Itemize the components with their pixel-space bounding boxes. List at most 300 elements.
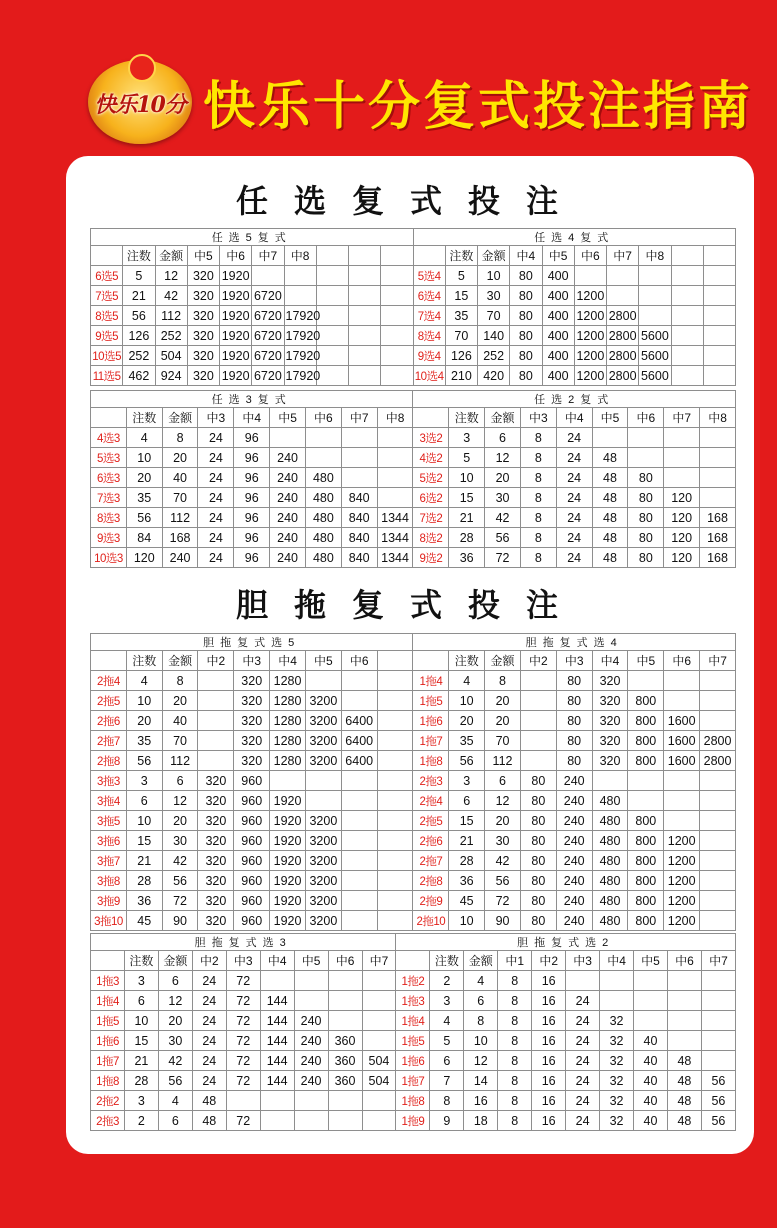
table-cell: 35 bbox=[449, 731, 485, 751]
table-row bbox=[91, 851, 736, 871]
table-cell bbox=[703, 306, 735, 326]
table-cell: 960 bbox=[234, 791, 270, 811]
column-header: 中4 bbox=[260, 951, 294, 971]
column-header: 中5 bbox=[634, 951, 668, 971]
table-cell: 24 bbox=[556, 508, 592, 528]
table-row bbox=[91, 1091, 736, 1111]
table-cell: 56 bbox=[126, 751, 162, 771]
table-cell: 48 bbox=[592, 468, 628, 488]
table-cell: 5 bbox=[430, 1031, 464, 1051]
table-cell: 800 bbox=[628, 911, 664, 931]
column-header: 中7 bbox=[700, 651, 736, 671]
column-header: 中7 bbox=[341, 408, 377, 428]
column-header: 中2 bbox=[532, 951, 566, 971]
table-cell: 80 bbox=[510, 366, 542, 386]
table-subtitle: 胆拖复式选2 bbox=[396, 934, 736, 951]
column-header bbox=[377, 651, 413, 671]
row-label: 2拖4 bbox=[413, 791, 449, 811]
table-cell: 48 bbox=[592, 508, 628, 528]
table-cell bbox=[381, 366, 413, 386]
table-cell: 15 bbox=[126, 831, 162, 851]
row-label: 5选3 bbox=[91, 448, 127, 468]
table-cell bbox=[381, 266, 413, 286]
table-cell bbox=[574, 266, 606, 286]
table-cell bbox=[700, 811, 736, 831]
table-cell: 42 bbox=[155, 286, 187, 306]
table-cell bbox=[198, 671, 234, 691]
table-cell bbox=[341, 468, 377, 488]
table-cell: 48 bbox=[667, 1051, 701, 1071]
row-label: 8选5 bbox=[91, 306, 123, 326]
column-header: 中7 bbox=[701, 951, 735, 971]
table-cell: 960 bbox=[234, 871, 270, 891]
table-cell: 28 bbox=[124, 1071, 158, 1091]
table-cell bbox=[628, 771, 664, 791]
table-cell: 16 bbox=[532, 1091, 566, 1111]
table-cell: 84 bbox=[126, 528, 162, 548]
table-cell: 144 bbox=[260, 1071, 294, 1091]
table-cell: 80 bbox=[556, 671, 592, 691]
table-cell: 45 bbox=[126, 911, 162, 931]
table-cell: 14 bbox=[464, 1071, 498, 1091]
column-header bbox=[91, 651, 127, 671]
table-cell bbox=[305, 771, 341, 791]
table-cell: 5 bbox=[123, 266, 155, 286]
table-cell bbox=[362, 991, 396, 1011]
table-cell: 21 bbox=[126, 851, 162, 871]
table-cell: 10 bbox=[464, 1031, 498, 1051]
table-cell bbox=[305, 448, 341, 468]
table-subtitle: 任选2复式 bbox=[413, 391, 736, 408]
table-cell: 48 bbox=[592, 528, 628, 548]
column-header: 中5 bbox=[305, 651, 341, 671]
table-cell bbox=[377, 711, 413, 731]
logo-text: 快乐10分 bbox=[94, 92, 186, 118]
table-cell bbox=[381, 286, 413, 306]
table-cell: 8 bbox=[520, 448, 556, 468]
table-cell: 28 bbox=[126, 871, 162, 891]
table-cell: 28 bbox=[449, 528, 485, 548]
table-cell: 96 bbox=[234, 488, 270, 508]
table-cell: 240 bbox=[270, 508, 306, 528]
column-header: 注数 bbox=[126, 408, 162, 428]
table-cell bbox=[198, 751, 234, 771]
table-cell bbox=[520, 731, 556, 751]
table-cell bbox=[270, 428, 306, 448]
column-header: 中8 bbox=[700, 408, 736, 428]
table-cell: 70 bbox=[445, 326, 477, 346]
column-header: 金额 bbox=[162, 651, 198, 671]
table-subtitle-row bbox=[91, 391, 736, 408]
row-label: 9选2 bbox=[413, 548, 449, 568]
table-cell bbox=[226, 1091, 260, 1111]
column-header bbox=[91, 951, 125, 971]
table-cell: 36 bbox=[449, 548, 485, 568]
table-cell: 8 bbox=[520, 428, 556, 448]
table-cell: 15 bbox=[449, 488, 485, 508]
table-cell: 120 bbox=[664, 548, 700, 568]
table-cell: 840 bbox=[341, 488, 377, 508]
table-cell bbox=[349, 266, 381, 286]
table-cell bbox=[328, 971, 362, 991]
table-cell: 16 bbox=[532, 1011, 566, 1031]
table-cell: 80 bbox=[520, 811, 556, 831]
table-cell bbox=[664, 691, 700, 711]
table-cell: 1344 bbox=[377, 508, 413, 528]
table-cell bbox=[377, 731, 413, 751]
table-cell bbox=[381, 346, 413, 366]
table-cell: 480 bbox=[305, 468, 341, 488]
table-cell: 32 bbox=[600, 1011, 634, 1031]
table-cell: 8 bbox=[162, 428, 198, 448]
table-cell bbox=[349, 306, 381, 326]
table-cell: 240 bbox=[556, 811, 592, 831]
table-cell: 2800 bbox=[607, 326, 639, 346]
column-header: 中7 bbox=[664, 408, 700, 428]
table-cell bbox=[700, 791, 736, 811]
table-row bbox=[91, 711, 736, 731]
table-cell: 8 bbox=[498, 991, 532, 1011]
table-cell: 21 bbox=[124, 1051, 158, 1071]
column-header bbox=[396, 951, 430, 971]
table-cell bbox=[349, 286, 381, 306]
table-cell bbox=[664, 671, 700, 691]
table-cell: 1920 bbox=[270, 811, 306, 831]
table-row bbox=[91, 971, 736, 991]
table-cell: 24 bbox=[566, 1111, 600, 1131]
table-cell: 112 bbox=[485, 751, 521, 771]
table-cell: 144 bbox=[260, 991, 294, 1011]
column-header: 中2 bbox=[192, 951, 226, 971]
table-cell: 56 bbox=[701, 1071, 735, 1091]
column-header: 中2 bbox=[520, 651, 556, 671]
row-label: 2拖10 bbox=[413, 911, 449, 931]
table-cell: 72 bbox=[226, 1071, 260, 1091]
table-cell bbox=[377, 428, 413, 448]
table-cell: 320 bbox=[187, 266, 219, 286]
row-label: 2拖5 bbox=[413, 811, 449, 831]
table-row bbox=[91, 428, 736, 448]
table-subtitle: 任选4复式 bbox=[413, 229, 736, 246]
table-cell: 21 bbox=[449, 508, 485, 528]
table-cell: 40 bbox=[162, 468, 198, 488]
table-cell bbox=[260, 1091, 294, 1111]
table-row bbox=[91, 791, 736, 811]
table-cell: 20 bbox=[485, 468, 521, 488]
table-cell bbox=[700, 671, 736, 691]
table-cell: 80 bbox=[556, 691, 592, 711]
row-label: 1拖6 bbox=[396, 1051, 430, 1071]
table-cell: 10 bbox=[449, 468, 485, 488]
row-label: 8选4 bbox=[413, 326, 445, 346]
table-cell: 20 bbox=[126, 711, 162, 731]
table-cell bbox=[700, 831, 736, 851]
table-cell: 6 bbox=[126, 791, 162, 811]
table-cell: 90 bbox=[485, 911, 521, 931]
table-cell bbox=[634, 991, 668, 1011]
table-cell bbox=[700, 911, 736, 931]
table-cell: 40 bbox=[634, 1031, 668, 1051]
column-header: 中3 bbox=[566, 951, 600, 971]
table-cell: 56 bbox=[123, 306, 155, 326]
table-cell: 56 bbox=[701, 1111, 735, 1131]
table-cell: 1200 bbox=[574, 346, 606, 366]
table-cell: 36 bbox=[449, 871, 485, 891]
table-cell: 24 bbox=[192, 991, 226, 1011]
table-cell: 240 bbox=[270, 448, 306, 468]
table-cell: 24 bbox=[192, 971, 226, 991]
table-cell: 1200 bbox=[574, 306, 606, 326]
table-row bbox=[91, 266, 736, 286]
table-cell: 20 bbox=[485, 811, 521, 831]
table-cell: 12 bbox=[464, 1051, 498, 1071]
table-cell: 320 bbox=[187, 346, 219, 366]
table-cell: 320 bbox=[234, 711, 270, 731]
table-cell: 96 bbox=[234, 468, 270, 488]
table-cell: 240 bbox=[270, 528, 306, 548]
table-cell bbox=[341, 811, 377, 831]
column-header bbox=[413, 246, 445, 266]
table-cell: 35 bbox=[126, 731, 162, 751]
table-cell bbox=[520, 691, 556, 711]
table-cell: 168 bbox=[700, 528, 736, 548]
table-cell bbox=[305, 791, 341, 811]
table-cell bbox=[362, 1091, 396, 1111]
table-cell: 1344 bbox=[377, 528, 413, 548]
table-cell: 240 bbox=[556, 871, 592, 891]
table-cell: 24 bbox=[556, 468, 592, 488]
table-cell: 240 bbox=[162, 548, 198, 568]
row-label: 3拖9 bbox=[91, 891, 127, 911]
column-header bbox=[316, 246, 348, 266]
table-cell: 10 bbox=[124, 1011, 158, 1031]
table-cell: 17920 bbox=[284, 366, 316, 386]
table-cell: 80 bbox=[510, 346, 542, 366]
table-cell bbox=[628, 448, 664, 468]
table-cell: 48 bbox=[667, 1111, 701, 1131]
table-cell: 72 bbox=[485, 548, 521, 568]
table-cell: 20 bbox=[449, 711, 485, 731]
table-cell: 3200 bbox=[305, 871, 341, 891]
table-cell: 56 bbox=[485, 871, 521, 891]
table-cell bbox=[316, 266, 348, 286]
table-cell: 320 bbox=[234, 691, 270, 711]
table-cell: 70 bbox=[485, 731, 521, 751]
table-cell: 24 bbox=[192, 1051, 226, 1071]
table-cell bbox=[294, 1091, 328, 1111]
table-cell: 70 bbox=[162, 731, 198, 751]
table-cell: 400 bbox=[542, 326, 574, 346]
table-cell: 2800 bbox=[607, 346, 639, 366]
row-label: 2拖8 bbox=[91, 751, 127, 771]
table-cell: 56 bbox=[162, 871, 198, 891]
table-cell: 96 bbox=[234, 428, 270, 448]
table-cell: 72 bbox=[226, 1011, 260, 1031]
column-header: 中4 bbox=[510, 246, 542, 266]
column-header: 中4 bbox=[600, 951, 634, 971]
table-cell: 20 bbox=[485, 691, 521, 711]
table-cell bbox=[700, 871, 736, 891]
table-cell: 3200 bbox=[305, 751, 341, 771]
table-cell: 210 bbox=[445, 366, 477, 386]
table-cell: 90 bbox=[162, 911, 198, 931]
table-cell: 16 bbox=[532, 1051, 566, 1071]
table-cell: 840 bbox=[341, 508, 377, 528]
table-cell: 6 bbox=[124, 991, 158, 1011]
column-header: 中5 bbox=[592, 408, 628, 428]
table-cell: 240 bbox=[270, 468, 306, 488]
logo bbox=[88, 60, 192, 144]
table-cell: 6 bbox=[162, 771, 198, 791]
column-header: 注数 bbox=[430, 951, 464, 971]
table-cell bbox=[700, 851, 736, 871]
table-row bbox=[91, 871, 736, 891]
table-cell: 1280 bbox=[270, 751, 306, 771]
table-cell: 80 bbox=[628, 468, 664, 488]
table-cell bbox=[362, 1031, 396, 1051]
table-cell: 3 bbox=[449, 428, 485, 448]
table-subtitle: 任选5复式 bbox=[91, 229, 414, 246]
column-header: 中7 bbox=[362, 951, 396, 971]
table-cell bbox=[328, 1111, 362, 1131]
row-label: 9选3 bbox=[91, 528, 127, 548]
table-cell: 80 bbox=[510, 326, 542, 346]
table-cell: 3 bbox=[449, 771, 485, 791]
table-cell: 462 bbox=[123, 366, 155, 386]
row-label: 2拖4 bbox=[91, 671, 127, 691]
table-cell bbox=[341, 671, 377, 691]
table-cell: 6400 bbox=[341, 751, 377, 771]
table-cell bbox=[701, 971, 735, 991]
column-header bbox=[381, 246, 413, 266]
table-cell: 1920 bbox=[220, 306, 252, 326]
table-cell: 24 bbox=[192, 1071, 226, 1091]
table-cell: 800 bbox=[628, 811, 664, 831]
row-label: 2拖9 bbox=[413, 891, 449, 911]
row-label: 1拖6 bbox=[413, 711, 449, 731]
table-cell: 56 bbox=[485, 528, 521, 548]
table-header-row bbox=[91, 951, 736, 971]
table-cell: 30 bbox=[485, 488, 521, 508]
table-cell: 8 bbox=[520, 508, 556, 528]
table-cell: 8 bbox=[498, 1111, 532, 1131]
table-cell: 24 bbox=[566, 1071, 600, 1091]
table-cell bbox=[377, 831, 413, 851]
table-cell: 252 bbox=[155, 326, 187, 346]
table-cell: 320 bbox=[187, 326, 219, 346]
column-header: 中6 bbox=[667, 951, 701, 971]
table-cell: 240 bbox=[556, 791, 592, 811]
table-cell: 400 bbox=[542, 306, 574, 326]
table-cell: 6720 bbox=[252, 366, 284, 386]
table-cell bbox=[628, 791, 664, 811]
table-cell bbox=[703, 366, 735, 386]
column-header: 中5 bbox=[294, 951, 328, 971]
table-cell: 24 bbox=[566, 1031, 600, 1051]
table-cell bbox=[305, 671, 341, 691]
table-cell: 1200 bbox=[664, 871, 700, 891]
table-cell bbox=[198, 691, 234, 711]
table-cell: 840 bbox=[341, 528, 377, 548]
table-cell: 7 bbox=[430, 1071, 464, 1091]
table-cell: 24 bbox=[192, 1011, 226, 1031]
table-cell: 320 bbox=[198, 851, 234, 871]
table-cell: 24 bbox=[198, 448, 234, 468]
table-cell: 504 bbox=[362, 1051, 396, 1071]
column-header: 注数 bbox=[445, 246, 477, 266]
table-row bbox=[91, 911, 736, 931]
table-cell: 42 bbox=[485, 851, 521, 871]
row-label: 4选3 bbox=[91, 428, 127, 448]
row-label: 2拖6 bbox=[413, 831, 449, 851]
table-cell: 800 bbox=[628, 731, 664, 751]
table-cell: 3200 bbox=[305, 731, 341, 751]
table-cell bbox=[607, 286, 639, 306]
table-cell: 24 bbox=[198, 528, 234, 548]
column-header: 金额 bbox=[155, 246, 187, 266]
table-cell: 400 bbox=[542, 266, 574, 286]
table-cell bbox=[667, 1011, 701, 1031]
table-cell bbox=[701, 991, 735, 1011]
table-cell: 80 bbox=[520, 771, 556, 791]
table-cell: 80 bbox=[628, 548, 664, 568]
column-header: 中8 bbox=[377, 408, 413, 428]
column-header bbox=[671, 246, 703, 266]
table-cell bbox=[703, 286, 735, 306]
table-cell: 1920 bbox=[220, 266, 252, 286]
table-cell bbox=[700, 468, 736, 488]
table-cell: 504 bbox=[155, 346, 187, 366]
row-label: 2拖2 bbox=[91, 1091, 125, 1111]
table-cell bbox=[198, 711, 234, 731]
table-cell: 80 bbox=[510, 306, 542, 326]
column-header: 中4 bbox=[592, 651, 628, 671]
row-label: 7选3 bbox=[91, 488, 127, 508]
table-cell: 24 bbox=[198, 488, 234, 508]
table-cell: 24 bbox=[198, 428, 234, 448]
table-cell: 112 bbox=[155, 306, 187, 326]
table-cell: 960 bbox=[234, 851, 270, 871]
table-cell: 1200 bbox=[664, 891, 700, 911]
column-header: 金额 bbox=[158, 951, 192, 971]
table-cell bbox=[316, 346, 348, 366]
table-cell: 320 bbox=[234, 751, 270, 771]
table-cell bbox=[592, 771, 628, 791]
table-cell bbox=[316, 306, 348, 326]
table-cell bbox=[377, 811, 413, 831]
column-header: 注数 bbox=[123, 246, 155, 266]
table-cell: 24 bbox=[566, 1011, 600, 1031]
table-cell bbox=[341, 791, 377, 811]
table-cell bbox=[252, 266, 284, 286]
table-row bbox=[91, 448, 736, 468]
table-drag5-drag4 bbox=[90, 633, 736, 931]
row-label: 2拖7 bbox=[413, 851, 449, 871]
row-label: 3拖8 bbox=[91, 871, 127, 891]
table-cell bbox=[341, 448, 377, 468]
table-cell bbox=[377, 771, 413, 791]
table-cell: 20 bbox=[162, 811, 198, 831]
row-label: 1拖8 bbox=[413, 751, 449, 771]
table-cell: 960 bbox=[234, 911, 270, 931]
table-cell: 144 bbox=[260, 1011, 294, 1031]
table-cell bbox=[703, 326, 735, 346]
table-row bbox=[91, 1011, 736, 1031]
table-cell: 72 bbox=[226, 971, 260, 991]
row-label: 1拖9 bbox=[396, 1111, 430, 1131]
table-row bbox=[91, 286, 736, 306]
table-cell: 320 bbox=[198, 911, 234, 931]
